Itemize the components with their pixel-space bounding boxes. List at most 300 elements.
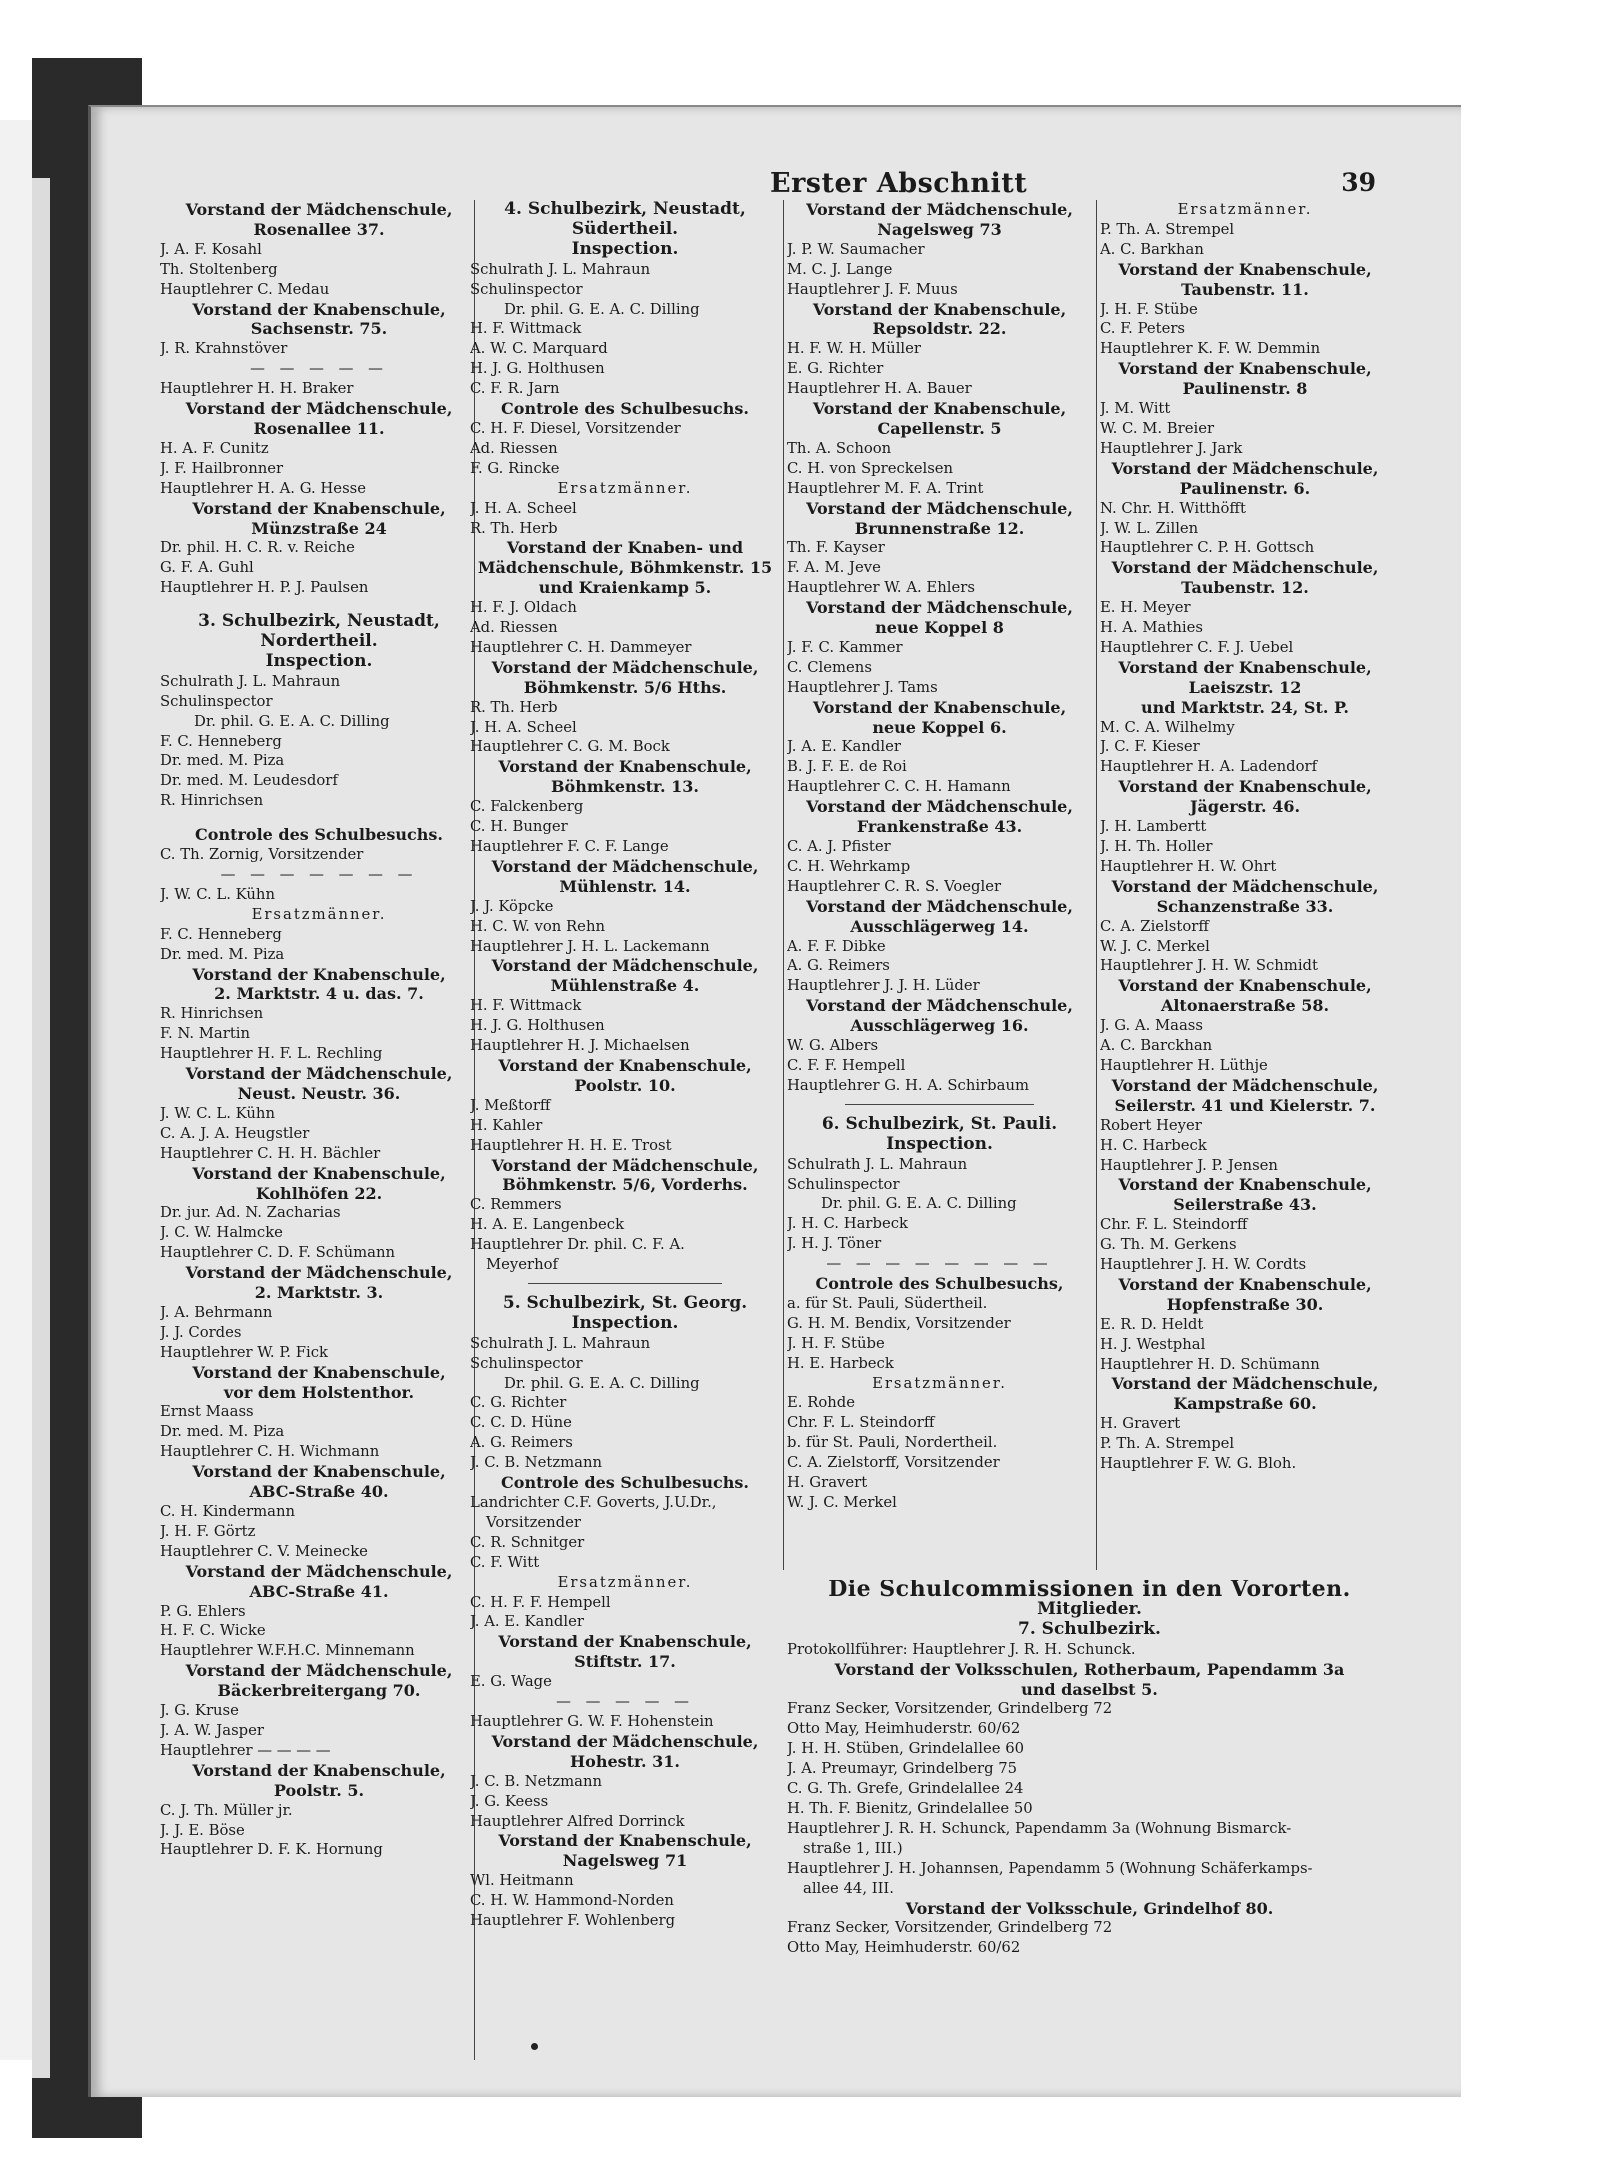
section-heading: Controle des Schulbesuchs.: [501, 1473, 749, 1493]
section-heading: Sachsenstr. 75.: [250, 319, 388, 339]
section-heading: neue Koppel 8: [875, 618, 1004, 638]
entry-line: a. für St. Pauli, Südertheil.: [787, 1294, 988, 1312]
entry-line: Hauptlehrer J. H. Johannsen, Papendamm 5 (Wohnung Schäferkamps-: [787, 1859, 1313, 1877]
section-heading: Ausschlägerweg 14.: [850, 916, 1029, 936]
entry-line: Hauptlehrer G. H. A. Schirbaum: [787, 1076, 1030, 1094]
entry-continuation: Dr. phil. G. E. A. C. Dilling: [821, 1195, 1017, 1213]
subheading: Ersatzmänner.: [557, 1573, 693, 1591]
entry-line: F. C. Henneberg: [160, 732, 282, 750]
section-heading: Böhmkenstr. 5/6, Vorderhs.: [502, 1175, 748, 1195]
entry-line: Schulrath J. L. Mahraun: [787, 1155, 968, 1173]
entry-line: J. F. Hailbronner: [160, 459, 284, 477]
entry-line: G. Th. M. Gerkens: [1100, 1236, 1237, 1254]
section-heading: Brunnenstraße 12.: [854, 518, 1025, 538]
section-heading: ABC-Straße 41.: [249, 1581, 389, 1601]
section-heading: Altonaerstraße 58.: [1160, 996, 1330, 1016]
entry-line: J. A. W. Jasper: [160, 1721, 264, 1739]
entry-continuation: Dr. phil. G. E. A. C. Dilling: [194, 712, 390, 730]
entry-line: Hauptlehrer W. A. Ehlers: [787, 579, 975, 597]
section-heading: Vorstand der Mädchenschule,: [1111, 1374, 1379, 1394]
entry-line: W. J. C. Merkel: [1100, 937, 1210, 955]
entry-line: H. Gravert: [787, 1474, 868, 1492]
entry-line: C. J. Th. Müller jr.: [160, 1801, 293, 1819]
entry-line: H. F. Wittmack: [470, 997, 582, 1015]
section-heading: Laeiszstr. 12: [1188, 677, 1302, 697]
entry-line: G. H. M. Bendix, Vorsitzender: [787, 1314, 1011, 1332]
section-rule: [845, 1101, 1034, 1105]
entry-line: C. H. Kindermann: [160, 1503, 296, 1520]
dash-placeholder: — — — — — — — —: [826, 1255, 1053, 1273]
entry-line: Th. Stoltenberg: [160, 260, 278, 278]
section-heading: Vorstand der Knabenschule,: [498, 1632, 752, 1652]
entry-line: J. Meßtorff: [470, 1096, 551, 1114]
district-heading: Mitglieder.: [1037, 1599, 1142, 1619]
entry-line: F. C. Henneberg: [160, 925, 282, 943]
entry-line: Hauptlehrer H. D. Schümann: [1100, 1355, 1320, 1373]
entry-line: J. H. F. Stübe: [787, 1334, 885, 1352]
section-heading: Poolstr. 5.: [273, 1780, 365, 1800]
entry-line: Hauptlehrer C. R. S. Voegler: [787, 877, 1002, 895]
entry-line: Wl. Heitmann: [470, 1872, 574, 1890]
section-title: Erster Abschnitt: [770, 168, 1028, 199]
section-heading: und Kraienkamp 5.: [538, 578, 712, 598]
district-heading: Südertheil.: [571, 219, 679, 239]
entry-line: B. J. F. E. de Roi: [787, 758, 907, 776]
entry-line: Hauptlehrer C. Medau: [160, 280, 330, 298]
entry-line: C. Clemens: [787, 658, 872, 676]
entry-line: Chr. F. L. Steindorff: [1100, 1216, 1248, 1234]
entry-line: Hauptlehrer C. C. H. Hamann: [787, 778, 1011, 796]
entry-line: Hauptlehrer F. W. G. Bloh.: [1100, 1455, 1297, 1473]
entry-line: C. A. Zielstorff, Vorsitzender: [787, 1454, 1000, 1472]
entry-line: F. N. Martin: [160, 1025, 251, 1043]
entry-line: Hauptlehrer H. A. Ladendorf: [1100, 758, 1318, 776]
entry-continuation: straße 1, III.): [803, 1839, 903, 1857]
entry-continuation: Meyerhof: [486, 1256, 559, 1274]
section-heading: und daselbst 5.: [1021, 1679, 1158, 1699]
entry-line: C. Falckenberg: [470, 798, 584, 816]
entry-line: H. Th. F. Bienitz, Grindelallee 50: [787, 1799, 1033, 1817]
section-heading: vor dem Holstenthor.: [223, 1382, 415, 1402]
entry-line: M. C. J. Lange: [787, 260, 893, 278]
section-heading: Poolstr. 10.: [574, 1075, 676, 1095]
section-heading: Vorstand der Knabenschule,: [1118, 259, 1372, 279]
district-heading: Inspection.: [886, 1134, 993, 1154]
section-heading: Vorstand der Knabenschule,: [192, 299, 446, 319]
entry-line: A. C. Barckhan: [1100, 1037, 1213, 1055]
entry-line: W. C. M. Breier: [1100, 419, 1215, 437]
entry-line: Protokollführer: Hauptlehrer J. R. H. Schunck.: [787, 1640, 1136, 1658]
entry-line: J. C. B. Netzmann: [470, 1772, 603, 1790]
entry-line: Ad. Riessen: [470, 439, 558, 457]
entry-line: C. F. F. Hempell: [787, 1056, 906, 1074]
entry-line: J. P. W. Saumacher: [787, 240, 925, 258]
section-heading: Vorstand der Knabenschule,: [498, 1831, 752, 1851]
section-heading: Vorstand der Knabenschule,: [1118, 1175, 1372, 1195]
entry-line: H. J. Westphal: [1100, 1335, 1206, 1353]
section-heading: Hopfenstraße 30.: [1166, 1294, 1324, 1314]
entry-line: J. R. Krahnstöver: [160, 340, 288, 358]
section-heading: Vorstand der Knabenschule,: [812, 299, 1067, 319]
vororte-section: [787, 1580, 1392, 1958]
entry-line: Hauptlehrer H. A. G. Hesse: [160, 479, 367, 497]
entry-line: Hauptlehrer C. P. H. Gottsch: [1100, 539, 1315, 557]
section-heading: Vorstand der Knabenschule,: [1118, 1274, 1372, 1294]
entry-line: J. H. C. Harbeck: [787, 1215, 908, 1233]
entry-line: E. R. D. Heldt: [1100, 1315, 1204, 1333]
section-heading: Vorstand der Knabenschule,: [812, 697, 1067, 717]
entry-line: H. J. G. Holthusen: [470, 360, 605, 378]
spacer: [160, 811, 478, 825]
district-heading: 6. Schulbezirk, St. Pauli.: [821, 1114, 1058, 1134]
section-heading: Vorstand der Mädchenschule,: [185, 1064, 453, 1084]
entry-line: Hauptlehrer F. Wohlenberg: [470, 1912, 676, 1930]
section-heading: Böhmkenstr. 5/6 Hths.: [523, 677, 727, 697]
entry-line: F. G. Rincke: [470, 459, 560, 477]
section-heading: Vorstand der Knabenschule,: [1118, 359, 1372, 379]
entry-line: Otto May, Heimhuderstr. 60/62: [787, 1939, 1021, 1957]
entry-line: Th. A. Schoon: [787, 439, 892, 457]
entry-line: C. R. Schnitger: [470, 1533, 585, 1551]
entry-line: C. F. R. Jarn: [470, 380, 560, 398]
entry-line: C. H. Bunger: [470, 818, 568, 836]
entry-line: Schulinspector: [470, 1354, 583, 1372]
entry-line: Dr. phil. H. C. R. v. Reiche: [160, 539, 355, 557]
entry-line: C. F. Witt: [470, 1553, 540, 1571]
section-heading: ABC-Straße 40.: [249, 1482, 389, 1502]
entry-line: E. H. Meyer: [1100, 599, 1191, 617]
entry-line: H. F. Wittmack: [470, 320, 582, 338]
section-heading: Vorstand der Knabenschule,: [498, 757, 752, 777]
entry-line: Schulrath J. L. Mahraun: [470, 1334, 651, 1352]
section-heading: Vorstand der Mädchenschule,: [491, 1155, 759, 1175]
section-heading: Vorstand der Mädchenschule,: [806, 896, 1073, 916]
entry-line: E. Rohde: [787, 1394, 856, 1412]
entry-line: Dr. med. M. Piza: [160, 1423, 285, 1441]
entry-line: C. C. D. Hüne: [470, 1414, 572, 1432]
entry-line: J. H. H. Stüben, Grindelallee 60: [787, 1740, 1025, 1758]
section-heading: Vorstand der Mädchenschule,: [491, 956, 759, 976]
section-heading: Vorstand der Mädchenschule,: [491, 657, 759, 677]
entry-line: Hauptlehrer H. F. L. Rechling: [160, 1045, 383, 1063]
section-heading: Controle des Schulbesuchs.: [195, 825, 443, 845]
section-heading: Seilerstraße 43.: [1173, 1195, 1317, 1215]
entry-line: Hauptlehrer G. W. F. Hohenstein: [470, 1712, 714, 1730]
section-heading: Vorstand der Volksschule, Grindelhof 80.: [905, 1898, 1274, 1918]
entry-line: Hauptlehrer W.F.H.C. Minnemann: [160, 1642, 415, 1660]
entry-continuation: allee 44, III.: [803, 1879, 894, 1897]
section-heading: Paulinenstr. 6.: [1179, 478, 1311, 498]
entry-line: C. F. Peters: [1100, 320, 1185, 338]
entry-line: C. H. F. Diesel, Vorsitzender: [470, 419, 681, 437]
entry-line: A. W. C. Marquard: [470, 340, 608, 358]
entry-line: J. W. L. Zillen: [1100, 519, 1199, 537]
entry-line: C. G. Richter: [470, 1394, 567, 1412]
entry-line: Hauptlehrer Alfred Dorrinck: [470, 1812, 685, 1830]
section-heading: Neust. Neustr. 36.: [237, 1083, 401, 1103]
entry-line: J. J. Köpcke: [470, 897, 554, 915]
entry-line: P. Th. A. Strempel: [1100, 220, 1235, 238]
section-heading: Capellenstr. 5: [877, 418, 1002, 438]
entry-line: H. J. G. Holthusen: [470, 1017, 605, 1035]
entry-line: J. J. E. Böse: [160, 1821, 245, 1839]
entry-line: J. A. Preumayr, Grindelberg 75: [787, 1760, 1018, 1778]
entry-line: W. G. Albers: [787, 1037, 879, 1055]
section-heading: Mühlenstraße 4.: [550, 976, 700, 996]
entry-line: Hauptlehrer J. H. L. Lackemann: [470, 937, 710, 955]
section-heading: Kohlhöfen 22.: [255, 1183, 383, 1203]
entry-line: H. Kahler: [470, 1116, 543, 1134]
entry-line: Schulinspector: [470, 280, 583, 298]
section-heading: Controle des Schulbesuchs,: [815, 1274, 1064, 1294]
column-1: [160, 200, 478, 1860]
section-heading: Frankenstraße 43.: [856, 817, 1023, 837]
dash-placeholder: — — — — —: [250, 360, 388, 378]
entry-line: R. Hinrichsen: [160, 1005, 264, 1023]
entry-line: Hauptlehrer J. R. H. Schunck, Papendamm 3a (Wohnung Bismarck-: [787, 1819, 1292, 1837]
entry-line: E. G. Richter: [787, 360, 884, 378]
entry-line: H. F. J. Oldach: [470, 599, 577, 617]
entry-line: C. H. von Spreckelsen: [787, 459, 954, 477]
entry-line: Hauptlehrer — — — —: [160, 1741, 331, 1759]
entry-line: Hauptlehrer J. F. Muus: [787, 280, 958, 298]
entry-line: A. C. Barkhan: [1100, 240, 1204, 258]
entry-line: H. Gravert: [1100, 1415, 1181, 1433]
entry-line: J. H. J. Töner: [787, 1235, 882, 1253]
section-heading: Vorstand der Mädchenschule,: [185, 1263, 453, 1283]
district-heading: 4. Schulbezirk, Neustadt,: [504, 200, 746, 219]
section-heading: Seilerstr. 41 und Kielerstr. 7.: [1114, 1095, 1376, 1115]
entry-line: J. G. Kruse: [160, 1702, 239, 1720]
entry-line: b. für St. Pauli, Nordertheil.: [787, 1434, 998, 1452]
entry-line: Hauptlehrer H. Lüthje: [1100, 1056, 1268, 1074]
section-heading: Stiftstr. 17.: [574, 1652, 676, 1672]
section-heading: Vorstand der Mädchenschule,: [185, 200, 453, 219]
entry-line: Hauptlehrer D. F. K. Hornung: [160, 1841, 383, 1859]
section-heading: Nagelsweg 73: [877, 219, 1002, 239]
section-heading: Mädchenschule, Böhmkenstr. 15: [477, 558, 773, 578]
entry-line: Hauptlehrer C. H. Dammeyer: [470, 638, 692, 656]
entry-line: H. F. W. H. Müller: [787, 340, 921, 358]
subheading: Ersatzmänner.: [557, 479, 693, 497]
entry-line: A. G. Reimers: [470, 1434, 573, 1452]
entry-line: Schulrath J. L. Mahraun: [470, 260, 651, 278]
entry-line: Franz Secker, Vorsitzender, Grindelberg 72: [787, 1700, 1113, 1718]
entry-line: Hauptlehrer H. H. E. Trost: [470, 1136, 672, 1154]
entry-line: H. E. Harbeck: [787, 1354, 894, 1372]
dash-placeholder: — — — — — — —: [220, 866, 418, 883]
column-2: [470, 200, 780, 1931]
entry-line: Dr. med. M. Piza: [160, 945, 285, 963]
entry-line: C. Remmers: [470, 1196, 562, 1214]
section-heading: Vorstand der Knabenschule,: [498, 1055, 752, 1075]
section-heading: Vorstand der Knabenschule,: [1118, 777, 1372, 797]
entry-line: H. C. Harbeck: [1100, 1136, 1207, 1154]
entry-line: Hauptlehrer J. H. W. Cordts: [1100, 1256, 1307, 1274]
entry-line: Hauptlehrer H. P. J. Paulsen: [160, 579, 369, 597]
section-heading: Vorstand der Knabenschule,: [1118, 657, 1372, 677]
entry-line: Hauptlehrer C. D. F. Schümann: [160, 1244, 396, 1262]
section-heading: Vorstand der Mädchenschule,: [185, 399, 453, 419]
section-heading: Kampstraße 60.: [1173, 1394, 1317, 1414]
section-heading: Vorstand der Knabenschule,: [192, 1760, 446, 1780]
subheading: Ersatzmänner.: [872, 1374, 1007, 1392]
section-heading: Böhmkenstr. 13.: [551, 777, 699, 797]
entry-line: C. A. J. Pfister: [787, 838, 891, 855]
entry-line: Hauptlehrer H. H. Braker: [160, 380, 354, 398]
entry-line: J. C. F. Kieser: [1100, 738, 1200, 756]
entry-line: G. F. A. Guhl: [160, 559, 254, 577]
entry-line: J. F. C. Kammer: [787, 638, 903, 656]
entry-line: Schulinspector: [787, 1175, 900, 1193]
entry-line: Hauptlehrer C. G. M. Bock: [470, 738, 670, 756]
subheading: Ersatzmänner.: [251, 905, 387, 923]
subheading: Ersatzmänner.: [1177, 201, 1313, 218]
entry-line: J. A. Behrmann: [160, 1303, 273, 1321]
section-heading: Vorstand der Knabenschule,: [1118, 976, 1372, 996]
section-heading: Repsoldstr. 22.: [872, 319, 1007, 339]
section-heading: Vorstand der Knabenschule,: [192, 1462, 446, 1482]
entry-line: C. H. Wehrkamp: [787, 857, 911, 875]
entry-line: N. Chr. H. Witthöfft: [1100, 499, 1246, 517]
entry-line: Schulinspector: [160, 692, 273, 710]
entry-line: Hauptlehrer J. Jark: [1100, 439, 1243, 457]
entry-line: Dr. jur. Ad. N. Zacharias: [160, 1204, 341, 1222]
entry-line: Robert Heyer: [1100, 1116, 1202, 1134]
entry-line: P. Th. A. Strempel: [1100, 1435, 1235, 1453]
column-divider: [783, 200, 784, 1570]
entry-line: Schulrath J. L. Mahraun: [160, 672, 341, 690]
district-heading: Nordertheil.: [260, 632, 378, 652]
entry-line: Hauptlehrer C. H. Wichmann: [160, 1443, 380, 1461]
section-heading: Bäckerbreitergang 70.: [217, 1681, 421, 1701]
entry-line: Dr. med. M. Leudesdorf: [160, 772, 338, 790]
entry-line: Hauptlehrer J. H. W. Schmidt: [1100, 957, 1318, 975]
entry-line: A. F. F. Dibke: [787, 937, 886, 955]
entry-line: W. J. C. Merkel: [787, 1494, 897, 1511]
entry-line: Hauptlehrer C. V. Meinecke: [160, 1542, 368, 1560]
section-heading: Jägerstr. 46.: [1189, 797, 1301, 817]
spacer: [160, 598, 478, 612]
entry-line: J. H. Th. Holler: [1100, 838, 1213, 855]
section-heading: neue Koppel 6.: [872, 717, 1007, 737]
entry-line: A. G. Reimers: [787, 957, 890, 975]
section-heading: Controle des Schulbesuchs.: [501, 399, 749, 419]
section-heading: Vorstand der Mädchenschule,: [1111, 1075, 1379, 1095]
entry-line: R. Th. Herb: [470, 698, 558, 716]
entry-line: J. C. W. Halmcke: [160, 1224, 283, 1242]
entry-line: Hauptlehrer C. H. H. Bächler: [160, 1144, 381, 1162]
section-heading: Vorstand der Mädchenschule,: [491, 1731, 759, 1751]
entry-line: R. Hinrichsen: [160, 792, 264, 810]
entry-line: C. G. Th. Grefe, Grindelallee 24: [787, 1780, 1024, 1798]
entry-line: C. H. W. Hammond-Norden: [470, 1892, 674, 1910]
entry-line: Hauptlehrer F. C. F. Lange: [470, 838, 669, 855]
entry-line: H. A. F. Cunitz: [160, 439, 269, 457]
section-heading: Vorstand der Knabenschule,: [192, 964, 446, 984]
section-heading: Schanzenstraße 33.: [1156, 896, 1334, 916]
section-heading: Vorstand der Mädchenschule,: [806, 797, 1073, 817]
section-heading: Vorstand der Mädchenschule,: [1111, 558, 1379, 578]
entry-line: Ad. Riessen: [470, 619, 558, 637]
entry-line: H. C. W. von Rehn: [470, 917, 605, 935]
entry-line: H. F. C. Wicke: [160, 1622, 266, 1640]
entry-line: Th. F. Kayser: [787, 539, 885, 557]
section-heading: Mühlenstr. 14.: [559, 876, 691, 896]
district-heading: Inspection.: [571, 1313, 679, 1333]
section-heading: Vorstand der Volksschulen, Rotherbaum, Papendamm 3a: [834, 1659, 1345, 1679]
entry-line: J. W. C. L. Kühn: [160, 1104, 275, 1122]
entry-line: J. A. E. Kandler: [787, 738, 901, 756]
section-heading: Vorstand der Mädchenschule,: [491, 856, 759, 876]
main-heading: Die Schulcommissionen in den Vororten.: [828, 1580, 1351, 1600]
district-heading: 3. Schulbezirk, Neustadt,: [198, 612, 440, 632]
entry-line: Chr. F. L. Steindorff: [787, 1414, 935, 1432]
entry-line: J. A. E. Kandler: [470, 1613, 584, 1631]
entry-line: J. C. B. Netzmann: [470, 1454, 603, 1472]
entry-line: Hauptlehrer M. F. A. Trint: [787, 479, 984, 497]
district-heading: 5. Schulbezirk, St. Georg.: [502, 1293, 748, 1313]
entry-line: C. Th. Zornig, Vorsitzender: [160, 846, 364, 864]
entry-line: M. C. A. Wilhelmy: [1100, 718, 1235, 736]
entry-line: J. A. F. Kosahl: [160, 240, 262, 258]
entry-line: Hauptlehrer H. A. Bauer: [787, 380, 972, 398]
entry-line: C. A. J. A. Heugstler: [160, 1124, 310, 1142]
entry-continuation: Dr. phil. G. E. A. C. Dilling: [504, 300, 700, 318]
district-heading: Inspection.: [265, 651, 373, 671]
entry-line: Hauptlehrer H. W. Ohrt: [1100, 857, 1277, 875]
section-heading: Vorstand der Knabenschule,: [192, 498, 446, 518]
entry-line: C. H. F. F. Hempell: [470, 1593, 611, 1611]
ink-spot: [531, 2043, 538, 2050]
section-heading: Vorstand der Knabenschule,: [812, 399, 1067, 419]
entry-line: P. G. Ehlers: [160, 1602, 246, 1620]
entry-line: J. J. Cordes: [160, 1323, 242, 1341]
section-heading: Vorstand der Mädchenschule,: [806, 498, 1073, 518]
entry-continuation: Dr. phil. G. E. A. C. Dilling: [504, 1374, 700, 1392]
entry-line: J. M. Witt: [1100, 400, 1171, 418]
entry-line: Hauptlehrer Dr. phil. C. F. A.: [470, 1236, 685, 1254]
section-heading: Taubenstr. 11.: [1181, 279, 1309, 299]
column-3: [787, 200, 1092, 1513]
entry-line: J. W. C. L. Kühn: [160, 885, 275, 903]
entry-line: J. G. Keess: [470, 1792, 549, 1810]
entry-line: J. G. A. Maass: [1100, 1017, 1203, 1035]
section-heading: Paulinenstr. 8: [1182, 379, 1308, 399]
entry-line: C. A. Zielstorff: [1100, 917, 1209, 935]
entry-line: Hauptlehrer C. F. J. Uebel: [1100, 638, 1294, 656]
entry-line: Hauptlehrer K. F. W. Demmin: [1100, 340, 1321, 358]
district-heading: 7. Schulbezirk.: [1018, 1619, 1161, 1639]
entry-line: Dr. med. M. Piza: [160, 752, 285, 770]
previous-page-edge: [0, 120, 33, 2060]
entry-line: Hauptlehrer J. Tams: [787, 678, 938, 696]
section-heading: Taubenstr. 12.: [1181, 578, 1309, 598]
section-heading: 2. Marktstr. 4 u. das. 7.: [214, 984, 424, 1004]
section-heading: Vorstand der Mädchenschule,: [806, 200, 1073, 219]
section-heading: Hohestr. 31.: [570, 1751, 680, 1771]
entry-continuation: Vorsitzender: [486, 1513, 581, 1531]
section-heading: Rosenallee 37.: [253, 219, 385, 239]
entry-line: Hauptlehrer J. J. H. Lüder: [787, 977, 980, 995]
section-heading: 2. Marktstr. 3.: [254, 1283, 384, 1303]
section-rule: [528, 1280, 722, 1284]
page-number: 39: [1341, 168, 1376, 197]
entry-line: J. H. A. Scheel: [470, 718, 577, 736]
section-heading: Vorstand der Knabenschule,: [192, 1362, 446, 1382]
entry-line: H. A. E. Langenbeck: [470, 1216, 625, 1234]
entry-line: Franz Secker, Vorsitzender, Grindelberg 72: [787, 1919, 1113, 1937]
